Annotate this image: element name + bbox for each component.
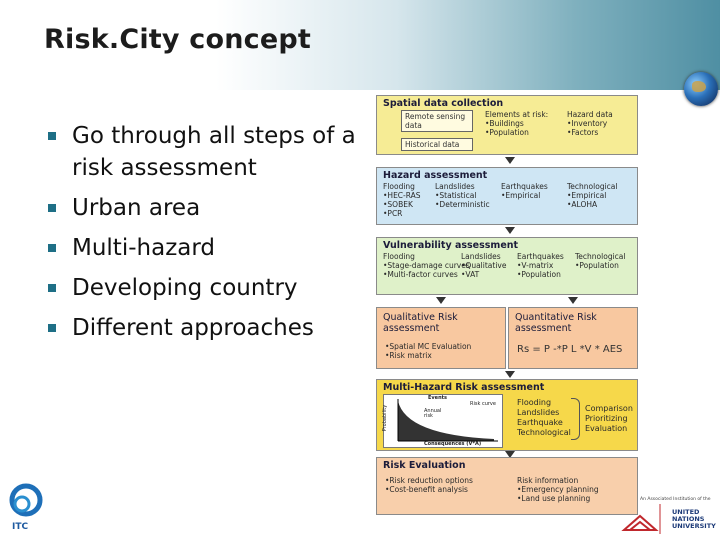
quantitative-box [508,307,638,369]
comparison-list: Comparison Prioritizing Evaluation [585,404,633,433]
vulnerability-col: Earthquakes •V-matrix •Population [517,252,564,279]
evaluation-col: Risk information •Emergency planning •Land use planning [517,476,599,503]
risk-curve-area [398,401,494,441]
bullet-item: Multi-hazard [48,232,378,264]
arrow-down-icon [568,297,578,304]
spatial-data-stage [376,95,638,155]
stage-heading: Hazard assessment [383,170,488,181]
vulnerability-col: Flooding •Stage-damage curves •Multi-factor curves [383,252,470,279]
risk-formula: Rs = P -*P L *V * AES [517,344,623,355]
bullet-list [48,120,378,352]
stage-heading: Vulnerability assessment [383,240,519,251]
square-bullet-icon [48,204,56,212]
arrow-down-icon [505,157,515,164]
arrow-down-icon [436,297,446,304]
bracket-shape [571,398,580,440]
qualitative-items: •Spatial MC Evaluation •Risk matrix [385,342,472,360]
vulnerability-stage [376,237,638,295]
bullet-item: Urban area [48,192,378,224]
stage-heading: Risk Evaluation [383,460,466,471]
unu-affiliation-text: An Associated Institution of the [640,497,711,502]
bullet-item: Developing country [48,272,378,304]
bullet-item: Go through all steps of a risk assessment [48,120,378,184]
chart-risk-label: Risk curve [470,401,496,407]
globe-icon [684,72,718,106]
hazard-col: Flooding •HEC-RAS •SOBEK •PCR [383,182,421,218]
square-bullet-icon [48,284,56,292]
quantitative-heading: Quantitative Risk assessment [515,312,597,334]
arrow-down-icon [505,371,515,378]
stage-heading: Spatial data collection [383,98,504,109]
qualitative-box [376,307,506,369]
elements-at-risk: Elements at risk: •Buildings •Population [485,110,549,137]
remote-sensing-box: Remote sensing data [401,110,473,132]
unu-logo-text: UNITED NATIONS UNIVERSITY [672,508,716,530]
risk-workflow-diagram [376,95,638,515]
historical-data-box: Historical data [401,138,473,151]
chart-xlabel: Consequences (V*A) [424,441,482,447]
risk-curve-chart [383,394,503,448]
evaluation-col: •Risk reduction options •Cost-benefit analysis [385,476,473,494]
square-bullet-icon [48,132,56,140]
stage-heading: Multi-Hazard Risk assessment [383,382,545,393]
risk-assessment-stage [376,307,638,369]
multi-hazard-list: Flooding Landslides Earthquake Technological [517,398,571,437]
square-bullet-icon [48,244,56,252]
slide-title: Risk.City concept [44,24,312,55]
hazard-col: Landslides •Statistical •Deterministic [435,182,490,209]
hazard-stage [376,167,638,225]
bullet-item: Different approaches [48,312,378,344]
hazard-data: Hazard data •Inventory •Factors [567,110,613,137]
itc-logo-text: ITC [12,522,29,532]
arrow-down-icon [505,227,515,234]
hazard-col: Technological •Empirical •ALOHA [567,182,618,209]
chart-ylabel: Probability [382,404,389,432]
square-bullet-icon [48,324,56,332]
multi-hazard-stage [376,379,638,451]
hazard-col: Earthquakes •Empirical [501,182,548,200]
qualitative-heading: Qualitative Risk assessment [383,312,458,334]
chart-annual-label: Annual risk [424,408,442,419]
chart-events-label: Events [428,395,447,401]
vulnerability-col: Technological •Population [575,252,626,270]
vulnerability-col: Landslides •Qualitative •VAT [461,252,507,279]
